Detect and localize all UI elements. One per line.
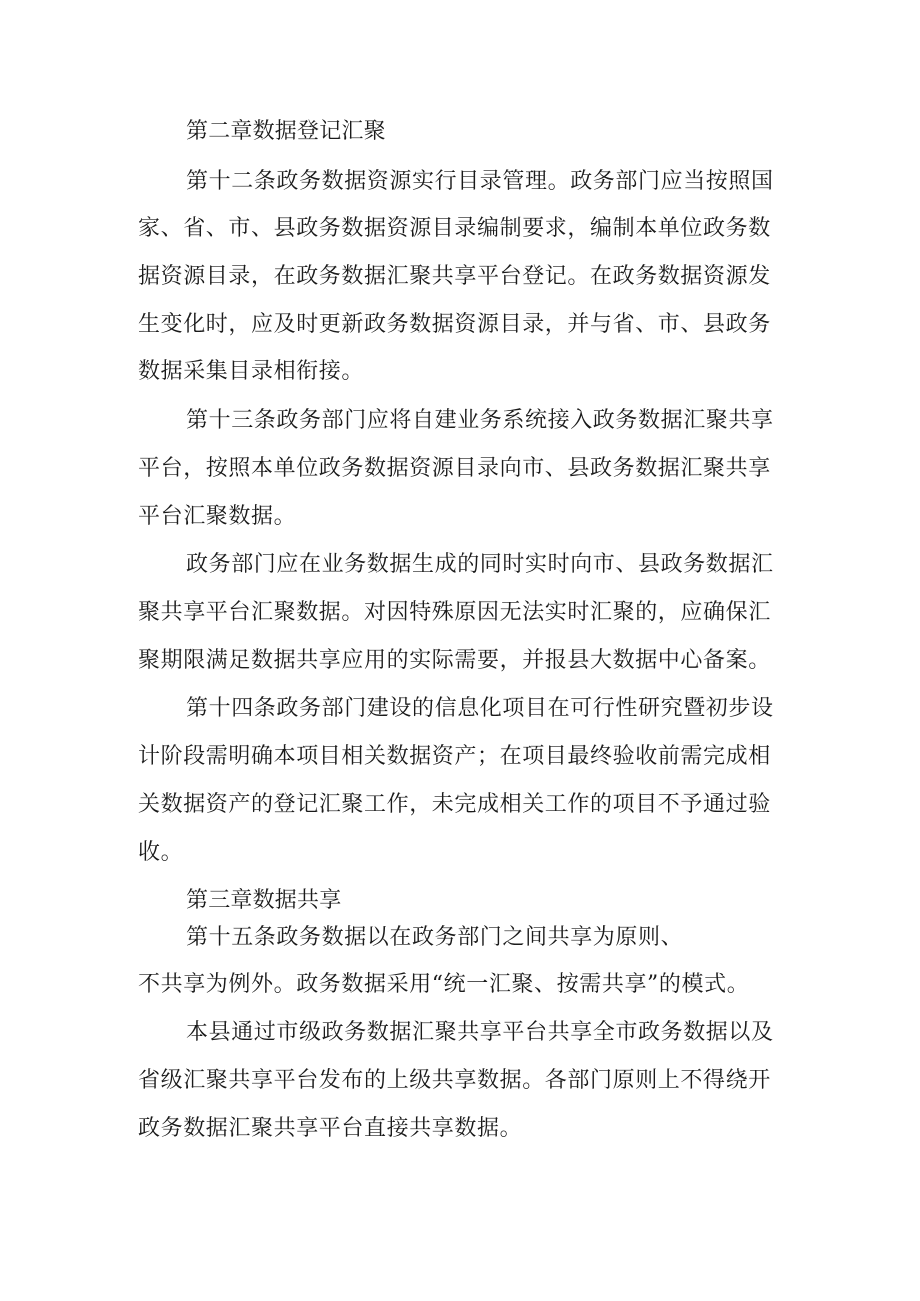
article-13-paragraph-2-line: 政务部门应在业务数据生成的同时实时向市、县政务数据汇 xyxy=(186,552,774,577)
article-12-line: 家、省、市、县政务数据资源目录编制要求，编制本单位政务数 xyxy=(138,216,771,241)
article-12-line: 数据采集目录相衔接。 xyxy=(138,359,365,384)
article-14-line: 计阶段需明确本项目相关数据资产；在项目最终验收前需完成相 xyxy=(138,744,771,769)
article-15-line: 第十五条政务数据以在政务部门之间共享为原则、 xyxy=(186,925,684,950)
article-13-paragraph-2-line: 聚共享平台汇聚数据。对因特殊原因无法实时汇聚的，应确保汇 xyxy=(138,600,771,625)
article-14-line: 收。 xyxy=(138,840,184,865)
article-15-paragraph-2-line: 本县通过市级政务数据汇聚共享平台共享全市政务数据以及 xyxy=(186,1020,774,1045)
article-12-line: 据资源目录，在政务数据汇聚共享平台登记。在政务数据资源发 xyxy=(138,264,771,289)
article-14-line: 第十四条政务部门建设的信息化项目在可行性研究暨初步设 xyxy=(186,696,774,721)
article-12-line: 第十二条政务数据资源实行目录管理。政务部门应当按照国 xyxy=(186,169,774,194)
chapter-3-heading: 第三章数据共享 xyxy=(186,888,342,913)
article-13-line: 平台汇聚数据。 xyxy=(138,504,297,529)
article-13-line: 平台，按照本单位政务数据资源目录向市、县政务数据汇聚共享 xyxy=(138,456,771,481)
article-15-line: 不共享为例外。政务数据采用“统一汇聚、按需共享”的模式。 xyxy=(138,972,750,997)
article-13-paragraph-2-line: 聚期限满足数据共享应用的实际需要，并报县大数据中心备案。 xyxy=(138,648,771,673)
article-13-line: 第十三条政务部门应将自建业务系统接入政务数据汇聚共享 xyxy=(186,408,774,433)
article-12-line: 生变化时，应及时更新政务数据资源目录，并与省、市、县政务 xyxy=(138,312,771,337)
article-14-line: 关数据资产的登记汇聚工作，未完成相关工作的项目不予通过验 xyxy=(138,792,771,817)
article-15-paragraph-2-line: 政务数据汇聚共享平台直接共享数据。 xyxy=(138,1116,523,1141)
chapter-2-heading: 第二章数据登记汇聚 xyxy=(186,119,386,144)
article-15-paragraph-2-line: 省级汇聚共享平台发布的上级共享数据。各部门原则上不得绕开 xyxy=(138,1068,771,1093)
